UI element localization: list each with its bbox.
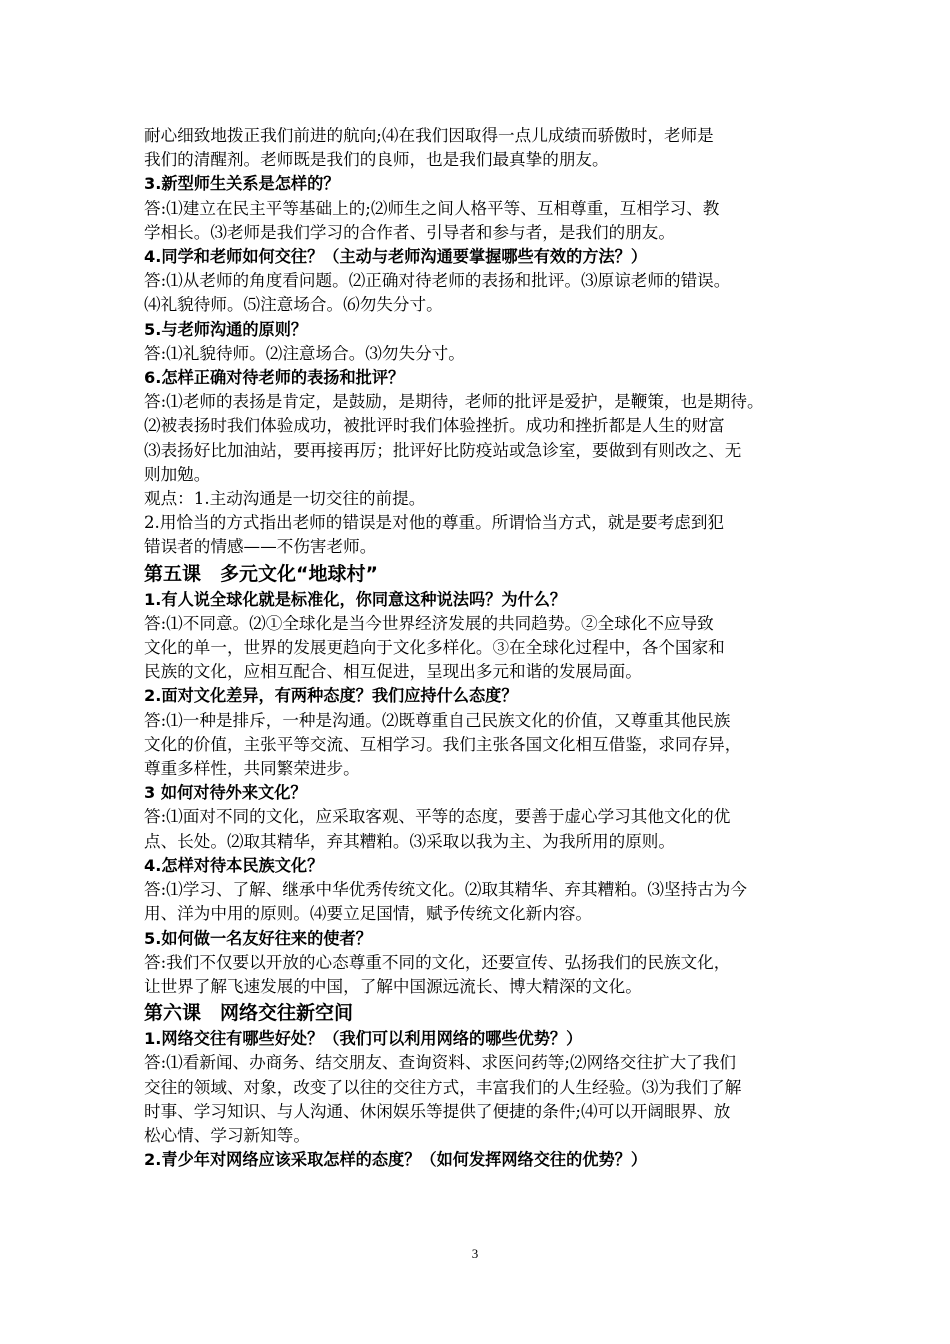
text-line: 答:⑴老师的表扬是肯定，是鼓励，是期待，老师的批评是爱护，是鞭策，也是期待。 (144, 392, 764, 412)
lesson-heading: 第六课 网络交往新空间 (144, 1002, 354, 1025)
text-line: ⑷礼貌待师。⑸注意场合。⑹勿失分寸。 (144, 295, 443, 315)
text-line: 学相长。⑶老师是我们学习的合作者、引导者和参与者，是我们的朋友。 (144, 222, 675, 242)
text-line: 答:⑴从老师的角度看问题。⑵正确对待老师的表扬和批评。⑶原谅老师的错误。 (144, 271, 731, 291)
question-heading: 4.同学和老师如何交往？（主动与老师沟通要掌握哪些有效的方法？） (144, 247, 648, 267)
text-line: 观点：1.主动沟通是一切交往的前提。 (144, 489, 426, 509)
text-line: 答:⑴礼貌待师。⑵注意场合。⑶勿失分寸。 (144, 343, 465, 363)
text-line: 时事、学习知识、与人沟通、休闲娱乐等提供了便捷的条件;⑷可以开阔眼界、放 (144, 1101, 731, 1121)
text-line: 答:⑴面对不同的文化，应采取客观、平等的态度，要善于虚心学习其他文化的优 (144, 807, 731, 827)
document-body (144, 124, 812, 1172)
text-line: 用、洋为中用的原则。⑷要立足国情，赋予传统文化新内容。 (144, 904, 593, 924)
lesson-heading: 第五课 多元文化“地球村” (144, 562, 378, 585)
text-line: ⑵被表扬时我们体验成功，被批评时我们体验挫折。成功和挫折都是人生的财富 (144, 416, 725, 436)
text-line: 耐心细致地拨正我们前进的航向;⑷在我们因取得一点儿成绩而骄傲时，老师是 (144, 126, 714, 145)
text-line: 答:⑴学习、了解、继承中华优秀传统文化。⑵取其精华、弃其糟粕。⑶坚持古为今 (144, 880, 747, 900)
text-line: 让世界了解飞速发展的中国，了解中国源远流长、博大精深的文化。 (144, 976, 642, 996)
question-heading: 1.网络交往有哪些好处？（我们可以利用网络的哪些优势？） (144, 1029, 583, 1049)
text-line: 答:我们不仅要以开放的心态尊重不同的文化，还要宣传、弘扬我们的民族文化， (144, 952, 731, 972)
text-line: 错误者的情感——不伤害老师。 (144, 537, 377, 557)
text-line: 答:⑴一种是排斥，一种是沟通。⑵既尊重自己民族文化的价值，又尊重其他民族 (144, 710, 731, 730)
text-line: 文化的单一，世界的发展更趋向于文化多样化。③在全球化过程中，各个国家和 (144, 638, 725, 658)
text-line: 尊重多样性，共同繁荣进步。 (144, 759, 360, 779)
text-line: 答:⑴建立在民主平等基础上的;⑵师生之间人格平等、互相尊重，互相学习、教 (144, 198, 720, 218)
text-line: 则加勉。 (144, 464, 211, 484)
text-line: ⑶表扬好比加油站，要再接再厉；批评好比防疫站或急诊室，要做到有则改之、无 (144, 440, 742, 460)
text-line: 点、长处。⑵取其精华，弃其糟粕。⑶采取以我为主、为我所用的原则。 (144, 831, 675, 851)
text-line: 我们的清醒剂。老师既是我们的良师，也是我们最真挚的朋友。 (144, 150, 609, 170)
question-heading: 1.有人说全球化就是标准化，你同意这种说法吗？为什么？ (144, 589, 567, 609)
question-heading: 2.面对文化差异，有两种态度？我们应持什么态度？ (144, 686, 518, 706)
question-heading: 3 如何对待外来文化？ (144, 783, 307, 803)
question-heading: 2.青少年对网络应该采取怎样的态度？（如何发挥网络交往的优势？） (144, 1150, 648, 1170)
text-line: 交往的领域、对象，改变了以往的交往方式，丰富我们的人生经验。⑶为我们了解 (144, 1077, 742, 1097)
question-heading: 4.怎样对待本民族文化？ (144, 855, 324, 875)
text-line: 答:⑴不同意。⑵①全球化是当今世界经济发展的共同趋势。②全球化不应导致 (144, 613, 714, 633)
text-line: 答:⑴看新闻、办商务、结交朋友、查询资料、求医问药等;⑵网络交往扩大了我们 (144, 1053, 736, 1073)
text-line: 松心情、学习新知等。 (144, 1125, 310, 1145)
question-heading: 6.怎样正确对待老师的表扬和批评？ (144, 368, 405, 388)
text-line: 文化的价值，主张平等交流、互相学习。我们主张各国文化相互借鉴，求同存异， (144, 734, 742, 754)
text-line: 2.用恰当的方式指出老师的错误是对他的尊重。所谓恰当方式，就是要考虑到犯 (144, 513, 725, 533)
question-heading: 5.如何做一名友好往来的使者？ (144, 928, 372, 948)
question-heading: 5.与老师沟通的原则？ (144, 319, 308, 339)
page-number: 3 (471, 1246, 479, 1261)
text-line: 民族的文化，应相互配合、相互促进，呈现出多元和谐的发展局面。 (144, 662, 642, 682)
question-heading: 3.新型师生关系是怎样的？ (144, 174, 340, 194)
